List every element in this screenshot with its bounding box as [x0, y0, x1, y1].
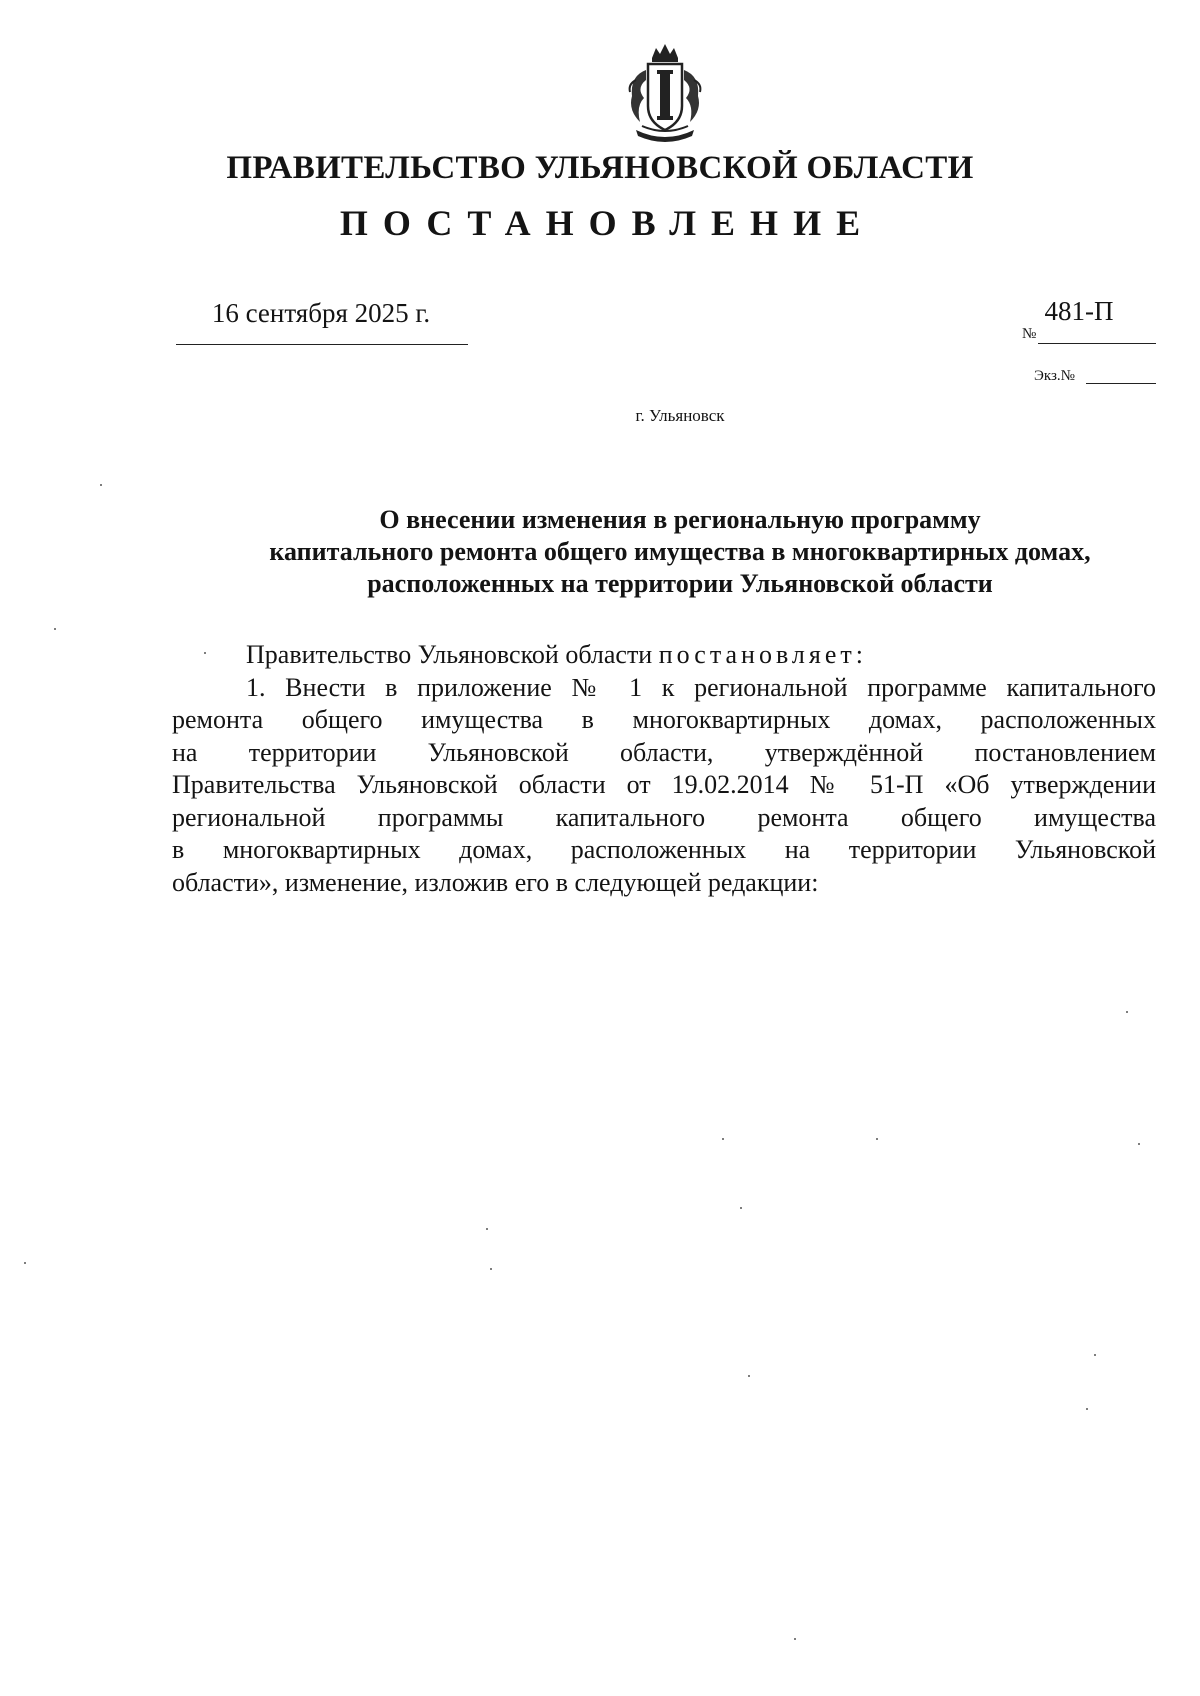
scan-speck	[722, 1138, 724, 1140]
coat-of-arms-icon	[622, 40, 708, 146]
date-underline	[176, 344, 468, 345]
item1-line: в многоквартирных домах, расположенных на территории Ульяновской	[172, 835, 1156, 864]
city-line: г. Ульяновск	[635, 406, 725, 425]
scan-speck	[490, 1268, 492, 1270]
subject-line: расположенных на территории Ульяновской области	[367, 569, 993, 598]
item1-line: области», изменение, изложив его в следующей редакции:	[172, 867, 819, 897]
number-sign: №	[1022, 326, 1037, 342]
item1-line: Правительства Ульяновской области от 19.02.2014 № 51-П «Об утверждении	[172, 770, 1156, 799]
item1-line: ремонта общего имущества в многоквартирных домах, расположенных	[172, 705, 1156, 734]
document-body	[172, 639, 1156, 899]
scan-speck	[54, 628, 56, 630]
document-subject	[0, 504, 1200, 600]
preamble	[172, 639, 1156, 672]
scan-speck	[876, 1138, 878, 1140]
document-date: 16 сентября 2025 г.	[211, 298, 431, 328]
organization-title: ПРАВИТЕЛЬСТВО УЛЬЯНОВСКОЙ ОБЛАСТИ	[226, 150, 974, 186]
item1-line: на территории Ульяновской области, утверждённой постановлением	[172, 737, 1156, 767]
scan-speck	[740, 1207, 742, 1209]
number-underline	[1038, 343, 1156, 344]
subject-line: капитального ремонта общего имущества в многоквартирных домах,	[269, 537, 1091, 566]
preamble-verb: постановляет:	[658, 640, 867, 669]
copy-number-label: Экз.№	[1034, 368, 1075, 384]
item1-line: региональной программы капитального ремонта общего имущества	[172, 802, 1156, 832]
document-type-heading: ПОСТАНОВЛЕНИЕ	[339, 203, 876, 243]
preamble-prefix: Правительство Ульяновской области	[246, 640, 653, 669]
subject-line: О внесении изменения в региональную программу	[379, 505, 981, 534]
copy-number-underline	[1086, 383, 1156, 384]
scan-speck	[1094, 1354, 1096, 1356]
scan-speck	[1138, 1143, 1140, 1145]
scan-speck	[1126, 1011, 1128, 1013]
scan-speck	[100, 484, 102, 486]
scan-speck	[204, 652, 206, 654]
scan-speck	[486, 1228, 488, 1230]
item1-line: 1. Внести в приложение № 1 к региональной программе капитального	[246, 672, 1156, 702]
document-number: 481-П	[1044, 296, 1114, 326]
scan-speck	[748, 1375, 750, 1377]
scan-speck	[1086, 1408, 1088, 1410]
scan-speck	[794, 1638, 796, 1640]
scan-speck	[24, 1262, 26, 1264]
